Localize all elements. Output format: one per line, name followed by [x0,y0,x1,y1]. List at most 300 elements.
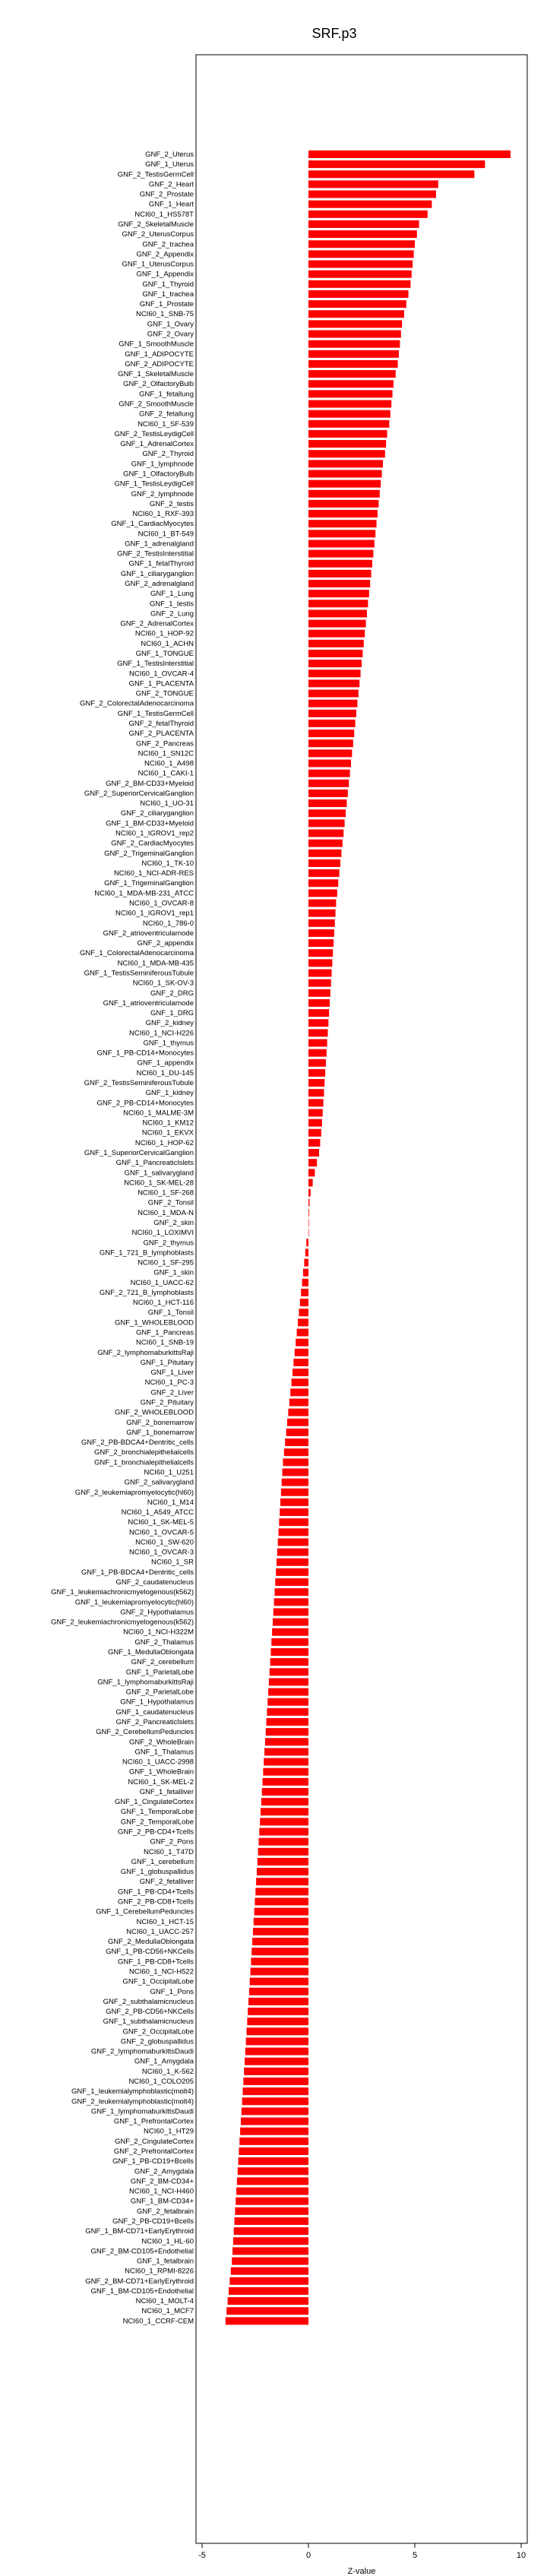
bar [233,2237,308,2245]
category-label: GNF_1_UterusCorpus [122,260,194,269]
category-label: GNF_2_Heart [148,180,194,189]
category-label: GNF_1_appendix [137,1059,194,1068]
category-label: NCI60_1_K-562 [141,2067,194,2076]
bar [308,749,352,757]
category-label: GNF_1_SmoothMuscle [119,340,194,349]
bar [267,1708,308,1716]
category-label: GNF_1_TestisSeminiferousTubule [84,969,194,978]
category-label: GNF_1_Lung [150,590,194,599]
bar [308,420,389,428]
category-label: GNF_2_ciliaryganglion [120,809,194,818]
bar [308,510,378,517]
category-label: GNF_1_PB-BDCA4+Dentritic_cells [81,1568,194,1577]
bars [226,150,511,2324]
category-label: GNF_1_Liver [150,1369,194,1378]
category-label: GNF_2_PB-CD14+Monocytes [96,1099,194,1108]
bar [232,2258,308,2265]
bar [295,1349,308,1356]
category-label: NCI60_1_786-0 [142,919,194,928]
category-label: GNF_2_Lung [150,609,194,619]
category-label: GNF_1_PB-CD4+Tcells [117,1888,194,1897]
bar [287,1419,308,1426]
bar [257,1868,308,1875]
bar [308,770,350,777]
bar [235,2217,308,2225]
bar [274,1608,308,1616]
bar [308,500,378,508]
bar [308,710,356,717]
bar [308,760,351,767]
category-label: NCI60_1_SF-539 [138,419,194,429]
bar [236,2188,308,2195]
bar [308,201,432,208]
category-label: GNF_1_Pancreas [135,1328,194,1337]
category-label: GNF_1_OccipitalLobe [122,1977,194,1986]
bar [308,830,343,837]
category-label: NCI60_1_HL-60 [141,2237,194,2246]
bar [247,2027,308,2035]
category-label: NCI60_1_SK-MEL-28 [124,1179,194,1188]
category-label: NCI60_1_RXF-393 [132,510,194,519]
bar [292,1369,308,1376]
bar [308,360,398,368]
category-label: GNF_1_thymus [143,1039,194,1048]
bar [308,799,346,807]
bar [274,1598,308,1606]
bar [235,2207,308,2215]
bar [281,1489,308,1496]
bar [250,1978,308,1986]
category-label: GNF_2_globuspallidus [120,2037,194,2046]
bar [284,1448,308,1456]
bar [245,2058,308,2065]
bar [308,1099,324,1106]
category-label: GNF_1_lymphnode [131,460,194,469]
bar [245,2048,308,2055]
bar [274,1588,308,1596]
bar [308,900,336,907]
x-axis-label: Z-value [347,2567,376,2576]
bar [292,1378,308,1386]
bar [308,669,361,677]
category-label: GNF_1_OlfactoryBulb [123,470,194,479]
category-label: GNF_2_PB-CD19+Bcells [112,2217,194,2226]
x-tick-label: 0 [305,2551,311,2560]
bar [308,700,357,707]
bar [308,560,372,568]
category-label: NCI60_1_SF-295 [138,1258,194,1267]
bar [308,809,346,817]
bar [229,2277,308,2285]
bar [240,2128,308,2135]
bar [279,1518,308,1526]
category-label: GNF_2_ColorectalAdenocarcinoma [80,699,194,708]
category-label: GNF_2_SmoothMuscle [119,400,194,409]
bar [308,910,336,917]
category-label: GNF_2_leukemiapromyelocytic(hl60) [74,1488,194,1497]
bar [279,1528,308,1536]
x-axis [198,2543,526,2560]
bar [308,1119,322,1127]
bar [308,859,340,867]
bar [231,2267,308,2275]
category-label: GNF_1_leukemiachronicmyelogenous(k562) [51,1588,194,1597]
category-label: GNF_2_SuperiorCervicalGanglion [84,789,194,798]
x-tick-label: 10 [516,2551,526,2560]
category-label: GNF_2_721_B_lymphoblasts [99,1288,194,1297]
bar [256,1878,308,1885]
category-label: GNF_2_TestisLeydigCell [114,429,194,438]
bar [278,1538,308,1546]
bar [271,1638,308,1646]
category-label: GNF_2_adrenalgland [125,580,194,589]
category-label: GNF_2_skin [153,1218,194,1227]
category-label: GNF_1_fetalliver [139,1787,194,1796]
category-label: GNF_2_Pancreas [135,739,194,748]
bar [228,2297,308,2305]
bar [308,1079,324,1087]
bar [255,1908,308,1916]
bar [308,790,348,797]
bar [226,2317,308,2324]
bar [308,450,385,457]
category-label: GNF_1_CardiacMyocytes [111,520,194,529]
bar [308,679,359,687]
category-label: GNF_2_leukemiachronicmyelogenous(k562) [51,1618,194,1627]
category-label: GNF_2_PB-CD56+NKCells [106,2008,194,2017]
bar [308,640,364,647]
bar [236,2198,308,2205]
bar [308,410,390,418]
category-label: GNF_1_AdrenalCortex [120,440,194,449]
bar [308,600,368,607]
category-label: GNF_2_fetallung [139,410,194,419]
bar [280,1498,308,1506]
bar [308,1209,309,1217]
category-label: GNF_1_ADIPOCYTE [125,350,194,359]
bar [308,271,412,278]
bar [308,1069,325,1077]
category-label: NCI60_1_NCI-H522 [128,1967,194,1976]
chart-title: SRF.p3 [311,26,357,41]
category-label: NCI60_1_NCI-H460 [128,2187,194,2196]
category-label: GNF_2_BM-CD33+Myeloid [106,779,194,788]
category-label: GNF_2_Ovary [147,330,194,339]
bar [308,380,394,388]
category-label: NCI60_1_MALME-3M [123,1109,194,1118]
bar [308,240,415,248]
category-label: GNF_2_TestisGermCell [117,170,194,179]
bar [308,1199,309,1207]
bar [308,160,485,168]
bar [308,230,417,238]
category-label: GNF_1_SkeletalMuscle [118,370,194,379]
category-label: GNF_2_ParietalLobe [125,1688,194,1697]
bar [269,1678,308,1685]
category-label: GNF_1_fetallung [139,390,194,399]
category-label: GNF_2_lymphomaburkittsRaji [97,1348,194,1357]
bar [302,1279,308,1286]
bar [242,2097,308,2105]
category-label: GNF_2_TestisInterstitial [117,549,194,559]
category-label: GNF_1_trachea [142,290,194,299]
category-label: GNF_2_TrigeminalGanglion [104,849,194,858]
bar [264,1748,308,1755]
bar [308,929,334,937]
category-label: GNF_2_Thyroid [142,450,194,459]
bar [308,280,410,288]
bar [308,1139,320,1147]
category-label: NCI60_1_SF-268 [138,1188,194,1198]
category-label: GNF_2_MedullaOblongata [107,1938,194,1947]
bar [285,1438,308,1446]
bar [308,540,375,547]
category-label: NCI60_1_HOP-62 [134,1138,194,1147]
bar [275,1578,308,1586]
bar [308,979,331,987]
category-label: NCI60_1_SNB-75 [135,310,194,319]
category-label: NCI60_1_COLO205 [128,2078,194,2087]
category-label: NCI60_1_SR [151,1558,194,1567]
bar [248,2008,308,2015]
category-label: GNF_2_TestisSeminiferousTubule [84,1079,194,1088]
bar [265,1738,308,1745]
bar [242,2107,308,2115]
category-label: GNF_2_PLACENTA [128,729,194,739]
category-label: GNF_2_Liver [150,1388,194,1397]
bar [261,1798,308,1805]
bar [308,620,366,628]
category-label: GNF_1_MedullaOblongata [107,1648,194,1657]
category-label: GNF_2_Uterus [145,150,194,159]
bar [308,580,370,587]
category-label: NCI60_1_UO-31 [140,799,194,809]
bar [308,390,393,397]
bar [242,2087,308,2095]
category-label: NCI60_1_SK-MEL-5 [128,1518,194,1527]
bar [308,919,335,927]
category-label: GNF_2_trachea [142,240,194,249]
category-label: GNF_1_skin [153,1268,194,1277]
bar [308,989,330,997]
bar [308,1229,309,1236]
bar [308,1039,327,1046]
category-label: GNF_2_thymus [143,1239,194,1248]
bar [308,780,349,787]
category-label: GNF_1_Hypothalamus [120,1698,194,1707]
category-label: GNF_1_ParietalLobe [125,1668,194,1677]
bar [308,999,330,1007]
category-label: GNF_1_Uterus [145,160,194,169]
bar [272,1628,308,1636]
bar [298,1318,308,1326]
category-label: GNF_2_Thalamus [134,1638,194,1647]
bar [263,1768,308,1776]
category-label: NCI60_1_MDA-N [138,1208,194,1217]
bar [261,1808,308,1815]
bar [308,720,356,727]
category-label: GNF_2_CardiacMyocytes [111,839,194,848]
bar [286,1429,308,1436]
bar [255,1888,308,1895]
bar [308,370,396,378]
bar [308,310,404,318]
category-label: NCI60_1_TK-10 [141,859,194,868]
category-label: NCI60_1_MCF7 [141,2307,194,2316]
bar [308,660,362,667]
category-label: NCI60_1_M14 [147,1498,194,1507]
category-label: NCI60_1_KM12 [142,1119,194,1128]
bar [308,1089,324,1097]
bar [264,1758,308,1766]
category-label: GNF_1_PLACENTA [128,679,194,688]
category-label: GNF_1_TONGUE [135,650,194,658]
category-label: GNF_2_fetalbrain [137,2207,194,2216]
category-label: NCI60_1_EKVX [141,1128,194,1138]
bar [308,530,375,537]
category-label: NCI60_1_OVCAR-5 [128,1528,194,1537]
bar [290,1388,308,1396]
category-label: GNF_1_Tonsil [147,1309,194,1318]
category-label: NCI60_1_MOLT-4 [135,2297,194,2306]
bar [308,1029,327,1036]
category-label: NCI60_1_HS578T [134,210,194,219]
bar [267,1698,308,1706]
category-label: GNF_2_leukemialymphoblastic(molt4) [71,2097,194,2106]
category-label: GNF_2_subthalamicnucleus [103,1997,194,2006]
bar [277,1549,308,1556]
category-label: GNF_2_atrioventricularnode [103,929,194,938]
bar [308,331,401,338]
category-label: GNF_1_leukemialymphoblastic(molt4) [71,2087,194,2097]
bar [308,729,354,737]
bar [308,590,369,597]
category-label: NCI60_1_U251 [144,1468,194,1477]
category-label: NCI60_1_T47D [143,1847,194,1856]
category-label: NCI60_1_HCT-15 [136,1917,194,1926]
category-label: GNF_1_adrenalgland [125,540,194,549]
category-label: GNF_1_bonemarrow [126,1428,194,1437]
category-label: GNF_2_CerebellumPeduncles [96,1728,194,1737]
category-label: GNF_2_ADIPOCYTE [125,359,194,369]
bar [308,220,419,228]
bar [308,1009,329,1017]
category-label: GNF_1_Prostate [139,300,194,309]
category-label: GNF_2_UterusCorpus [122,230,194,239]
category-label: GNF_1_DRG [150,1009,194,1018]
category-label: NCI60_1_PC-3 [144,1378,194,1388]
bar [308,690,359,698]
category-label: GNF_2_appendix [137,939,194,948]
category-label: NCI60_1_SN12C [138,749,194,758]
category-label: GNF_1_caudatenucleus [115,1707,194,1717]
category-label: GNF_2_WholeBrain [128,1738,194,1747]
bar [308,460,383,467]
category-labels [51,150,194,2325]
category-label: NCI60_1_NCI-H322M [123,1628,194,1637]
category-label: GNF_2_Pituitary [140,1398,194,1407]
bar [226,2307,308,2315]
bar [308,1049,327,1057]
category-label: GNF_1_CerebellumPeduncles [96,1907,194,1916]
category-label: NCI60_1_SW-620 [135,1538,194,1547]
bar [306,1239,308,1246]
bar [308,840,343,847]
bar [308,630,365,638]
category-label: GNF_2_AdrenalCortex [120,619,194,628]
category-label: GNF_1_Ovary [147,320,194,329]
category-label: GNF_1_CingulateCortex [114,1798,194,1807]
bar [283,1458,308,1466]
bar [259,1828,308,1836]
bar [229,2287,308,2295]
bar [249,1988,308,1995]
bar [308,430,387,438]
category-label: NCI60_1_CCRF-CEM [122,2317,194,2326]
category-label: GNF_2_testis [149,499,194,508]
bar [308,490,380,498]
category-label: GNF_1_bronchialepithelialcells [94,1458,194,1467]
bar [266,1728,308,1736]
category-label: GNF_1_BM-CD71+EarlyErythroid [85,2227,194,2236]
bar [308,609,367,617]
category-label: GNF_2_CingulateCortex [114,2137,194,2146]
bar [308,850,341,857]
category-label: GNF_2_caudatenucleus [115,1578,194,1587]
bar [308,739,353,747]
bar [308,959,332,967]
bar [270,1658,308,1666]
category-label: GNF_1_BM-CD34+ [130,2197,194,2206]
bar [262,1788,308,1796]
bar [308,550,373,558]
category-label: GNF_1_BM-CD33+Myeloid [106,819,194,828]
category-label: GNF_2_Amygdala [134,2167,194,2176]
x-tick-label: 5 [412,2551,418,2560]
bar [301,1289,308,1296]
bar [258,1838,308,1846]
bar [273,1619,308,1626]
category-label: NCI60_1_UACC-257 [126,1927,194,1936]
bar [297,1329,308,1337]
category-label: GNF_1_cerebellum [131,1857,194,1866]
category-label: NCI60_1_SNB-19 [135,1338,194,1347]
category-label: GNF_2_lymphnode [131,489,194,498]
category-label: NCI60_1_SK-OV-3 [132,979,194,988]
category-label: GNF_1_Amygdala [134,2057,194,2066]
bar [283,1468,308,1476]
category-label: GNF_1_TestisGermCell [117,709,194,718]
bar [270,1648,308,1656]
category-label: NCI60_1_UACC-62 [130,1278,194,1287]
bar [253,1928,308,1935]
category-label: GNF_2_TONGUE [135,689,194,698]
bar [308,210,428,218]
bar [276,1568,308,1576]
bar [308,939,334,947]
category-label: NCI60_1_A549_ATCC [121,1508,194,1517]
bar [258,1848,308,1856]
category-label: NCI60_1_HT29 [143,2127,194,2136]
bar [308,170,474,178]
category-label: GNF_1_subthalamicnucleus [103,2017,194,2027]
bar [247,2017,308,2025]
bar [308,1159,317,1166]
category-label: NCI60_1_OVCAR-8 [128,899,194,908]
category-label: GNF_2_salivarygland [124,1478,194,1487]
category-label: NCI60_1_ACHN [141,639,194,648]
bar [252,1938,308,1945]
